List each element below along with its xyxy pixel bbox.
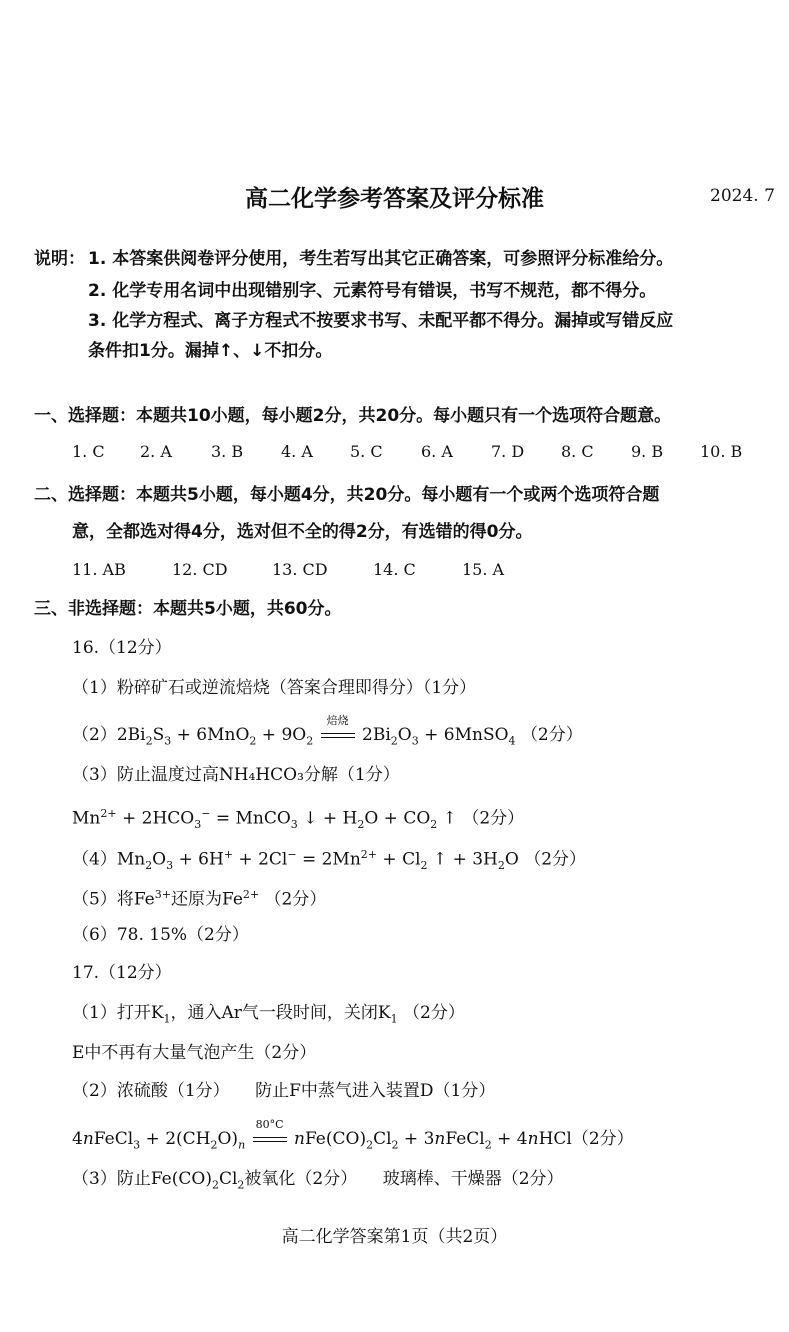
q16-title: 16.（12分） bbox=[72, 638, 172, 658]
q16-answer-6: （6）78. 15%（2分） bbox=[72, 925, 249, 945]
reaction-condition bbox=[319, 714, 357, 746]
section-3-heading: 三、非选择题：本题共5小题，共60分。 bbox=[34, 599, 342, 619]
mc-answer: 9. B bbox=[631, 442, 664, 461]
mc-answer: 1. C bbox=[72, 442, 105, 461]
q16-answer-3-score: （2分） bbox=[462, 808, 525, 829]
note-3a: 3. 化学方程式、离子方程式不按要求书写、未配平都不得分。漏掉或写错反应 bbox=[88, 311, 674, 331]
q17-answer-2: （2）浓硫酸（1分） 防止F中蒸气进入装置D（1分） bbox=[72, 1081, 496, 1101]
q16-answer-4-score: （2分） bbox=[524, 849, 587, 870]
mc-answer: 7. D bbox=[491, 442, 525, 461]
section-2-heading-2: 意，全都选对得4分，选对但不全的得2分，有选错的得0分。 bbox=[72, 522, 533, 542]
note-1: 1. 本答案供阅卷评分使用，考生若写出其它正确答案，可参照评分标准给分。 bbox=[88, 249, 674, 269]
page-title: 高二化学参考答案及评分标准 bbox=[245, 186, 544, 212]
mc-answer: 2. A bbox=[140, 442, 172, 461]
mc-answer: 10. B bbox=[700, 442, 743, 461]
condition-label: 80°C bbox=[255, 1118, 284, 1131]
q17-answer-1-score: （2分） bbox=[403, 1003, 465, 1023]
q17-title: 17.（12分） bbox=[72, 963, 172, 983]
q16-answer-3-equation: $Mn^{2+} + 2HCO_3^-$ = MnCO$_3$ ↓ + $H_2O + CO_2$ ↑ （2分） bbox=[72, 807, 525, 832]
mc-answer: 3. B bbox=[211, 442, 244, 461]
q17-equation-score: （2分） bbox=[571, 1129, 634, 1149]
condition-label: 焙烧 bbox=[326, 714, 349, 727]
q16-answer-2: $(2)2Bi_2S_3 + 6MnO_2 + 9O_2$ 焙烧 $2Bi_2O_3$ + 6MnSO$_4$ （2分） bbox=[72, 724, 583, 752]
mc-answer: 6. A bbox=[421, 442, 453, 461]
q17-answer-1: （1）打开$K_1$，通入Ar气一段时间，关闭$K_1$ （2分） bbox=[72, 1003, 465, 1026]
q16-answer-5: （5）将$Fe^{3+}$还原为$Fe^{2+}$ （2分） bbox=[72, 888, 327, 910]
exam-date: 2024. 7 bbox=[710, 186, 775, 206]
q17-answer-3: （3）防止$Fe(CO)_2Cl_2$被氧化（2分） 玻璃棒、干燥器（2分） bbox=[72, 1169, 564, 1192]
note-3b: 条件扣1分。漏掉↑、↓不扣分。 bbox=[88, 341, 333, 361]
q16-answer-2-score: （2分） bbox=[520, 725, 583, 745]
mc-answer: 11. AB bbox=[72, 560, 126, 579]
mc-answer: 14. C bbox=[373, 560, 416, 579]
mc-answer: 8. C bbox=[561, 442, 594, 461]
q16-answer-4: $(4)Mn_2O_3 + 6H^+ + 2Cl^- = 2Mn^{2+} + Cl_2$ ↑ + $3H_2O$ （2分） bbox=[72, 848, 587, 873]
mc-answer: 12. CD bbox=[172, 560, 228, 579]
note-2: 2. 化学专用名词中出现错别字、元素符号有错误，书写不规范，都不得分。 bbox=[88, 281, 657, 301]
q17-answer-3-score: （2分） bbox=[295, 1169, 349, 1189]
q17-equation: 4nFeCl$_3$ + $2(CH_2O)_n$ 80°C $nFe(CO)_2Cl_2$ + 3nFeCl$_2$ + 4nHCl（2分） bbox=[72, 1128, 634, 1156]
reaction-condition bbox=[251, 1118, 289, 1150]
q16-answer-5-score: （2分） bbox=[264, 889, 327, 910]
mc-answer: 13. CD bbox=[272, 560, 328, 579]
section-2-heading-1: 二、选择题：本题共5小题，每小题4分，共20分。每小题有一个或两个选项符合题 bbox=[34, 485, 660, 505]
q16-answer-2-prefix: （2） bbox=[72, 725, 117, 745]
q17-answer-3-tail: 玻璃棒、干燥器（2分） bbox=[382, 1169, 564, 1189]
page-footer: 高二化学答案第1页（共2页） bbox=[281, 1227, 508, 1247]
q16-answer-3: （3）防止温度过高NH₄HCO₃分解（1分） bbox=[72, 765, 400, 785]
section-1-heading: 一、选择题：本题共10小题，每小题2分，共20分。每小题只有一个选项符合题意。 bbox=[34, 406, 672, 426]
q16-answer-1: （1）粉碎矿石或逆流焙烧（答案合理即得分）（1分） bbox=[72, 678, 477, 698]
notes-prefix: 说明： bbox=[34, 249, 85, 269]
q17-answer-1b: E中不再有大量气泡产生（2分） bbox=[72, 1043, 317, 1063]
mc-answer: 15. A bbox=[462, 560, 505, 579]
mc-answer: 4. A bbox=[281, 442, 313, 461]
mc-answer: 5. C bbox=[350, 442, 383, 461]
